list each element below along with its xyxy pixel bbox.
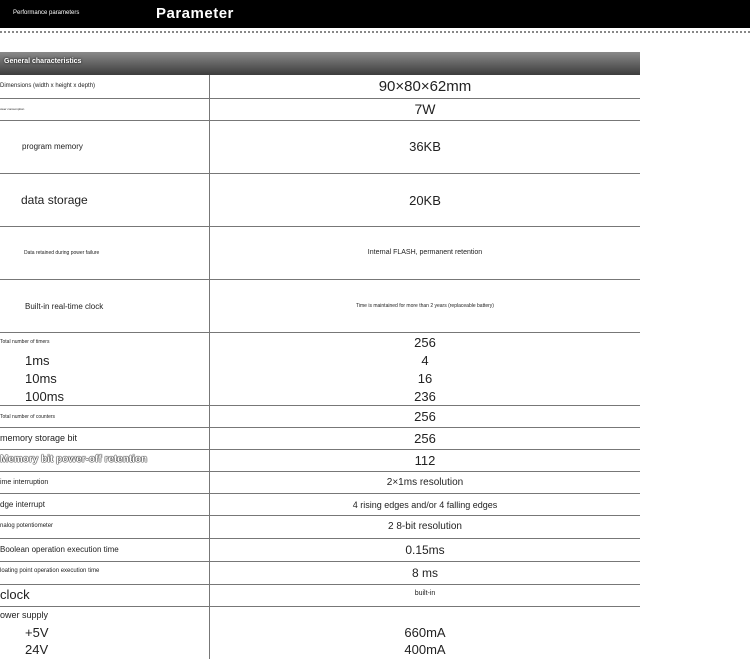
table-row bbox=[0, 428, 640, 450]
row-value: built-in bbox=[414, 590, 436, 597]
sub-row-value: 400mA bbox=[404, 642, 446, 657]
page-title: Parameter bbox=[156, 5, 234, 22]
sub-row-label: 10ms bbox=[25, 371, 57, 386]
table-row bbox=[0, 280, 640, 333]
sub-row-value: 660mA bbox=[404, 625, 446, 640]
row-label: ower supply bbox=[0, 610, 49, 620]
sub-row-label: 1ms bbox=[25, 353, 50, 368]
row-value: 8 ms bbox=[411, 566, 438, 580]
row-label: Boolean operation execution time bbox=[0, 545, 119, 554]
row-label: Dimensions (width x height x depth) bbox=[0, 83, 96, 89]
table-row bbox=[0, 516, 640, 539]
table-row bbox=[0, 99, 640, 121]
table-row bbox=[0, 450, 640, 472]
row-label: program memory bbox=[22, 142, 83, 151]
row-value: 4 rising edges and/or 4 falling edges bbox=[352, 500, 498, 510]
section-title: General characteristics bbox=[4, 58, 82, 65]
row-value: 256 bbox=[414, 431, 436, 446]
table-row bbox=[0, 227, 640, 280]
row-label: data storage bbox=[21, 193, 88, 207]
row-value: 0.15ms bbox=[405, 543, 445, 557]
sub-row-value: 16 bbox=[417, 371, 433, 386]
row-value: Time is maintained for more than 2 years (replaceable battery) bbox=[356, 303, 494, 309]
sub-row-value: 4 bbox=[421, 353, 429, 368]
table-row bbox=[0, 333, 640, 406]
row-label: Total number of counters bbox=[0, 414, 56, 420]
header-small-label: Performance parameters bbox=[13, 10, 80, 16]
row-value: 7W bbox=[414, 101, 436, 117]
row-value: 112 bbox=[414, 453, 436, 468]
table-row bbox=[0, 406, 640, 428]
sub-row-label: +5V bbox=[25, 625, 49, 640]
row-value: 90×80×62mm bbox=[378, 78, 472, 95]
table-row bbox=[0, 174, 640, 227]
table-row bbox=[0, 562, 640, 585]
row-label: nalog potentiometer bbox=[0, 523, 54, 529]
row-value: 2 8-bit resolution bbox=[388, 521, 462, 532]
header-bar bbox=[0, 0, 750, 28]
sub-row-label: 100ms bbox=[25, 389, 65, 404]
row-value: 2×1ms resolution bbox=[386, 477, 464, 488]
table-row bbox=[0, 75, 640, 99]
row-value: Internal FLASH, permanent retention bbox=[367, 249, 483, 256]
section-header bbox=[0, 52, 640, 75]
table-row bbox=[0, 539, 640, 562]
table-row bbox=[0, 472, 640, 494]
row-value: 36KB bbox=[409, 139, 441, 154]
row-value: 256 bbox=[414, 409, 436, 424]
row-label: Built-in real-time clock bbox=[25, 302, 104, 311]
row-label: clock bbox=[0, 587, 30, 602]
row-value: 20KB bbox=[409, 193, 441, 208]
dotted-divider bbox=[0, 31, 750, 33]
table-row bbox=[0, 494, 640, 516]
row-label: ime interruption bbox=[0, 479, 49, 486]
table-row bbox=[0, 607, 640, 659]
row-value: 256 bbox=[414, 335, 436, 350]
row-label: ower consumption bbox=[0, 107, 25, 111]
row-label: dge interrupt bbox=[0, 500, 45, 509]
row-label: memory storage bit bbox=[0, 433, 78, 443]
sub-row-value: 236 bbox=[414, 389, 436, 404]
sub-row-label: 24V bbox=[25, 642, 49, 657]
table-row bbox=[0, 121, 640, 174]
row-label: Total number of timers bbox=[0, 339, 50, 345]
row-label: Data retained during power failure bbox=[24, 250, 100, 256]
row-label: loating point operation execution time bbox=[0, 568, 100, 574]
row-label: Memory bit power-off retention bbox=[0, 454, 148, 465]
table-row bbox=[0, 585, 640, 607]
